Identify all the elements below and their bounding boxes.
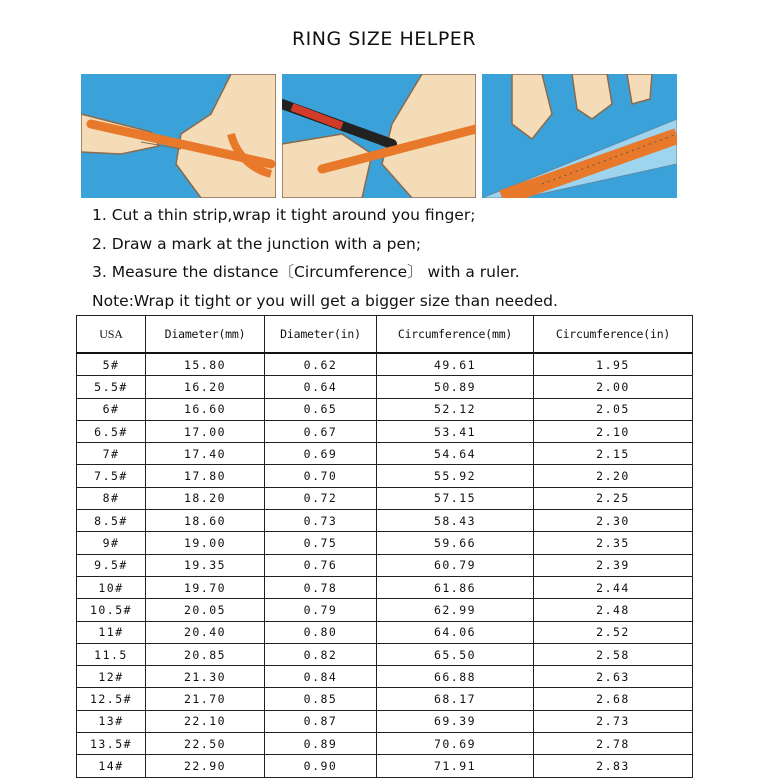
- header-diameter-mm: Diameter(mm): [146, 316, 265, 354]
- cell-usa: 6.5#: [77, 420, 146, 442]
- cell-diameter-in: 0.82: [265, 643, 377, 665]
- cell-circumference-mm: 58.43: [377, 510, 534, 532]
- cell-circumference-mm: 71.91: [377, 755, 534, 777]
- cell-circumference-mm: 54.64: [377, 443, 534, 465]
- cell-usa: 13.5#: [77, 733, 146, 755]
- table-row: [77, 353, 693, 376]
- illustration-measure-ruler: [482, 74, 677, 198]
- table-row: [77, 599, 693, 621]
- step-cut-strip: 1. Cut a thin strip,wrap it tight around you finger;: [92, 206, 476, 224]
- cell-circumference-mm: 52.12: [377, 398, 534, 420]
- cell-circumference-in: 2.05: [534, 398, 693, 420]
- cell-circumference-in: 2.30: [534, 510, 693, 532]
- cell-usa: 5#: [77, 353, 146, 376]
- cell-diameter-mm: 21.30: [146, 666, 265, 688]
- cell-circumference-in: 2.68: [534, 688, 693, 710]
- cell-usa: 6#: [77, 398, 146, 420]
- cell-circumference-in: 2.63: [534, 666, 693, 688]
- cell-diameter-in: 0.69: [265, 443, 377, 465]
- cell-circumference-in: 2.78: [534, 733, 693, 755]
- cell-diameter-mm: 22.90: [146, 755, 265, 777]
- cell-circumference-mm: 53.41: [377, 420, 534, 442]
- table-row: [77, 465, 693, 487]
- cell-diameter-in: 0.65: [265, 398, 377, 420]
- table-body: [77, 353, 693, 777]
- cell-diameter-in: 0.75: [265, 532, 377, 554]
- table-row: [77, 554, 693, 576]
- cell-diameter-in: 0.64: [265, 376, 377, 398]
- cell-circumference-in: 2.00: [534, 376, 693, 398]
- page-title: RING SIZE HELPER: [291, 28, 477, 50]
- cell-usa: 7.5#: [77, 465, 146, 487]
- table-row: [77, 510, 693, 532]
- cell-usa: 9#: [77, 532, 146, 554]
- cell-usa: 12.5#: [77, 688, 146, 710]
- header-usa: USA: [77, 316, 146, 354]
- cell-diameter-mm: 19.70: [146, 576, 265, 598]
- cell-circumference-in: 2.39: [534, 554, 693, 576]
- cell-circumference-mm: 68.17: [377, 688, 534, 710]
- cell-diameter-mm: 22.50: [146, 733, 265, 755]
- cell-diameter-in: 0.72: [265, 487, 377, 509]
- table-header-row: [77, 316, 693, 354]
- cell-circumference-in: 2.15: [534, 443, 693, 465]
- table-row: [77, 443, 693, 465]
- cell-diameter-in: 0.76: [265, 554, 377, 576]
- table-row: [77, 376, 693, 398]
- cell-usa: 12#: [77, 666, 146, 688]
- cell-diameter-mm: 16.60: [146, 398, 265, 420]
- cell-usa: 11.5: [77, 643, 146, 665]
- cell-circumference-mm: 65.50: [377, 643, 534, 665]
- cell-circumference-mm: 62.99: [377, 599, 534, 621]
- cell-diameter-mm: 20.05: [146, 599, 265, 621]
- cell-diameter-in: 0.80: [265, 621, 377, 643]
- header-circumference-in: Circumference(in): [534, 316, 693, 354]
- cell-circumference-in: 2.58: [534, 643, 693, 665]
- cell-diameter-mm: 22.10: [146, 710, 265, 732]
- cell-usa: 7#: [77, 443, 146, 465]
- cell-usa: 8.5#: [77, 510, 146, 532]
- cell-circumference-in: 2.48: [534, 599, 693, 621]
- cell-diameter-in: 0.85: [265, 688, 377, 710]
- cell-circumference-mm: 57.15: [377, 487, 534, 509]
- table-row: [77, 710, 693, 732]
- cell-diameter-mm: 20.85: [146, 643, 265, 665]
- ring-size-table: [76, 315, 693, 778]
- cell-circumference-mm: 60.79: [377, 554, 534, 576]
- cell-diameter-mm: 20.40: [146, 621, 265, 643]
- cell-circumference-in: 2.20: [534, 465, 693, 487]
- cell-circumference-in: 1.95: [534, 353, 693, 376]
- table-row: [77, 576, 693, 598]
- cell-circumference-in: 2.25: [534, 487, 693, 509]
- cell-usa: 13#: [77, 710, 146, 732]
- table-row: [77, 688, 693, 710]
- cell-diameter-mm: 17.00: [146, 420, 265, 442]
- cell-usa: 9.5#: [77, 554, 146, 576]
- header-circumference-mm: Circumference(mm): [377, 316, 534, 354]
- table-row: [77, 643, 693, 665]
- cell-circumference-mm: 66.88: [377, 666, 534, 688]
- cell-diameter-mm: 17.80: [146, 465, 265, 487]
- cell-usa: 10.5#: [77, 599, 146, 621]
- table-row: [77, 755, 693, 777]
- cell-circumference-mm: 49.61: [377, 353, 534, 376]
- table-row: [77, 733, 693, 755]
- cell-circumference-mm: 70.69: [377, 733, 534, 755]
- table-row: [77, 532, 693, 554]
- cell-usa: 14#: [77, 755, 146, 777]
- cell-circumference-in: 2.73: [534, 710, 693, 732]
- cell-diameter-in: 0.70: [265, 465, 377, 487]
- cell-circumference-mm: 59.66: [377, 532, 534, 554]
- table-row: [77, 398, 693, 420]
- instruction-illustrations: [81, 74, 677, 198]
- cell-circumference-mm: 55.92: [377, 465, 534, 487]
- cell-diameter-mm: 18.60: [146, 510, 265, 532]
- step-draw-mark: 2. Draw a mark at the junction with a pen;: [92, 234, 422, 253]
- cell-usa: 11#: [77, 621, 146, 643]
- illustration-wrap-strip: [81, 74, 276, 198]
- cell-diameter-in: 0.84: [265, 666, 377, 688]
- cell-diameter-in: 0.73: [265, 510, 377, 532]
- step-measure: 3. Measure the distance〔Circumference〕 with a ruler.: [92, 263, 520, 281]
- cell-circumference-mm: 50.89: [377, 376, 534, 398]
- cell-diameter-in: 0.90: [265, 755, 377, 777]
- table-row: [77, 666, 693, 688]
- table-row: [77, 487, 693, 509]
- cell-circumference-in: 2.83: [534, 755, 693, 777]
- cell-usa: 10#: [77, 576, 146, 598]
- cell-diameter-mm: 18.20: [146, 487, 265, 509]
- cell-usa: 5.5#: [77, 376, 146, 398]
- cell-usa: 8#: [77, 487, 146, 509]
- cell-circumference-mm: 64.06: [377, 621, 534, 643]
- cell-circumference-in: 2.52: [534, 621, 693, 643]
- illustration-mark-pen: [282, 74, 476, 198]
- cell-diameter-in: 0.67: [265, 420, 377, 442]
- cell-diameter-in: 0.78: [265, 576, 377, 598]
- step-note: Note:Wrap it tight or you will get a bigger size than needed.: [92, 291, 558, 310]
- table-row: [77, 420, 693, 442]
- table-row: [77, 621, 693, 643]
- cell-diameter-in: 0.79: [265, 599, 377, 621]
- instruction-steps: [92, 201, 732, 315]
- cell-circumference-mm: 69.39: [377, 710, 534, 732]
- cell-diameter-mm: 21.70: [146, 688, 265, 710]
- header-diameter-in: Diameter(in): [265, 316, 377, 354]
- cell-diameter-mm: 16.20: [146, 376, 265, 398]
- cell-circumference-in: 2.35: [534, 532, 693, 554]
- cell-diameter-mm: 17.40: [146, 443, 265, 465]
- cell-circumference-mm: 61.86: [377, 576, 534, 598]
- cell-circumference-in: 2.10: [534, 420, 693, 442]
- cell-circumference-in: 2.44: [534, 576, 693, 598]
- cell-diameter-mm: 19.35: [146, 554, 265, 576]
- cell-diameter-in: 0.87: [265, 710, 377, 732]
- cell-diameter-mm: 15.80: [146, 353, 265, 376]
- cell-diameter-mm: 19.00: [146, 532, 265, 554]
- cell-diameter-in: 0.62: [265, 353, 377, 376]
- cell-diameter-in: 0.89: [265, 733, 377, 755]
